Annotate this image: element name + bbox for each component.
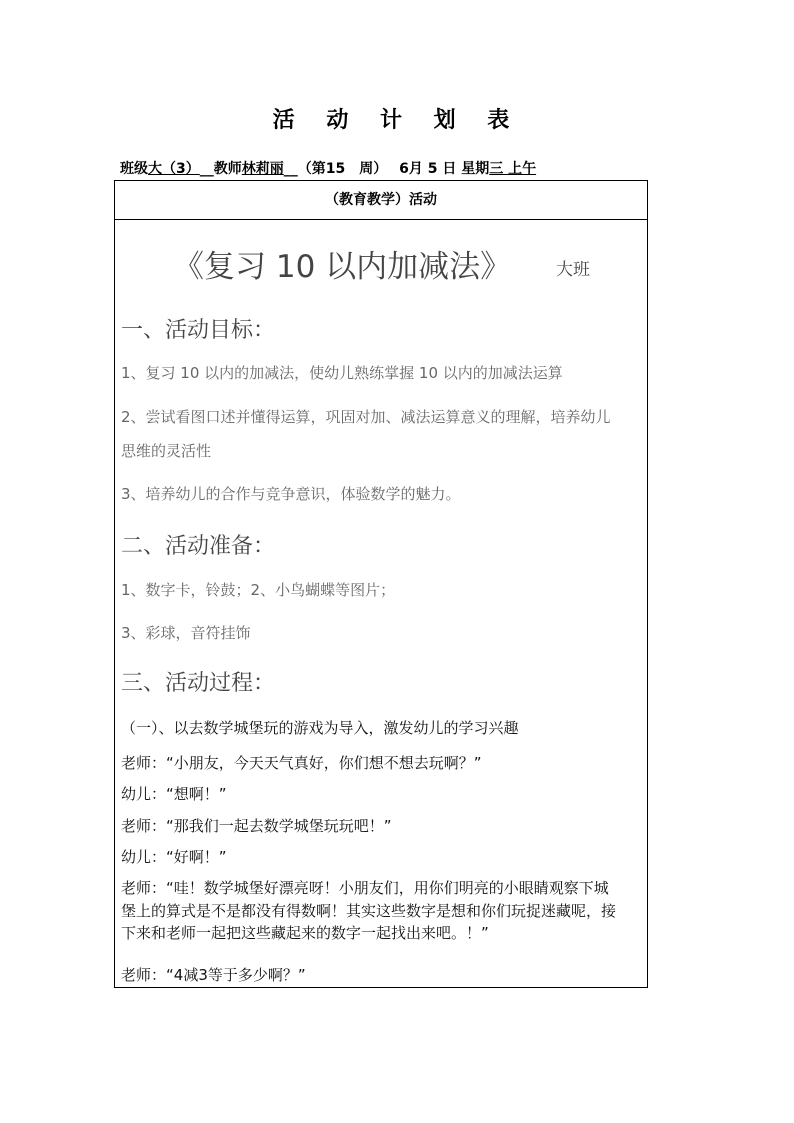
table-header: （教育教学）活动 [115, 181, 647, 220]
dialogue-line: 老师：“4减3等于多少啊？” [121, 966, 306, 984]
section-goals-heading: 一、活动目标： [121, 318, 276, 343]
week-date-label: __（第15 周） 6月 5 日 星期 [283, 161, 490, 177]
page-title: 活 动 计 划 表 [272, 108, 522, 133]
goal-item-2-line-1: 2、尝试看图口述并懂得运算，巩固对加、减法运算意义的理解，培养幼儿 [121, 408, 611, 426]
process-step-1: （一）、以去数学城堡玩的游戏为导入，激发幼儿的学习兴趣 [121, 719, 519, 737]
goal-item-1: 1、复习 10 以内的加减法，使幼儿熟练掌握 10 以内的加减法运算 [121, 364, 563, 382]
dialogue-line: 幼儿：“好啊！” [121, 848, 227, 866]
class-value: 大（3） [148, 161, 200, 177]
goal-item-3: 3、培养幼儿的合作与竞争意识，体验数学的魅力。 [121, 485, 461, 503]
dialogue-line: 幼儿：“想啊！” [121, 785, 227, 803]
dialogue-line: 老师：“小朋友，今天天气真好，你们想不想去玩啊？” [121, 754, 482, 772]
teacher-label: __教师 [199, 161, 242, 177]
teacher-value: 林莉丽 [241, 161, 284, 177]
dialogue-line: 老师：“哇！数学城堡好漂亮呀！小朋友们，用你们明亮的小眼睛观察下城 [121, 879, 609, 897]
section-prep-heading: 二、活动准备： [121, 534, 276, 559]
class-level: 大班 [556, 260, 590, 280]
lesson-title: 《复习 10 以内加减法》 [173, 249, 512, 285]
weekday-value: 三 上午 [489, 161, 537, 177]
dialogue-line: 下来和老师一起把这些藏起来的数字一起找出来吧。！” [121, 924, 489, 942]
class-label: 班级 [120, 161, 148, 177]
goal-item-2-line-2: 思维的灵活性 [121, 442, 212, 460]
prep-item-1: 1、数字卡，铃鼓；2、小鸟蝴蝶等图片； [121, 581, 396, 599]
plan-table [114, 180, 648, 988]
section-process-heading: 三、活动过程： [121, 671, 276, 696]
dialogue-line: 堡上的算式是不是都没有得数啊！其实这些数字是想和你们玩捉迷藏呢，接 [121, 902, 617, 920]
prep-item-2: 3、彩球，音符挂饰 [121, 624, 251, 642]
class-info-line [120, 158, 640, 178]
dialogue-line: 老师：“那我们一起去数学城堡玩玩吧！” [121, 817, 392, 835]
